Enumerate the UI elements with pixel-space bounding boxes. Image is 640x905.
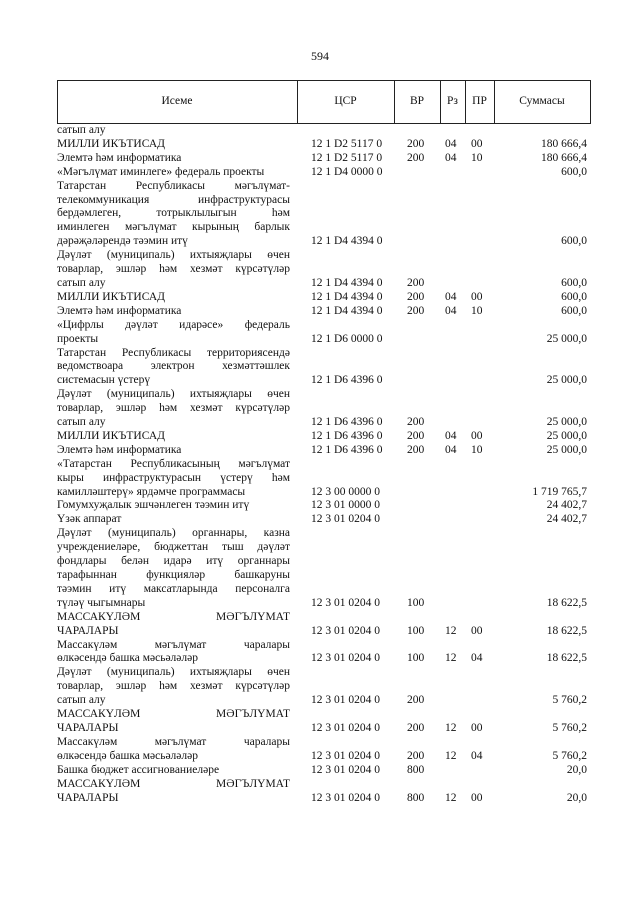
row-name-line: ЧАРАЛАРЫ [57,721,119,734]
row-csr: 12 3 01 0204 0 [311,694,380,707]
row-name-line: кыры инфраструктурасын үстерү һәм [57,471,290,484]
row-vr: 200 [407,749,425,762]
row-name-line: Үзәк аппарат [57,513,122,526]
row-sum: 25 000,0 [546,332,587,345]
table-row [57,527,591,610]
row-name-line: сатып алу [57,694,106,707]
row-name-line: камилләштерү» ярдәмче программасы [57,485,246,498]
row-rz: 04 [445,443,457,456]
table-header [57,80,591,124]
row-vr: 200 [407,443,425,456]
row-name-line: Массакүләм мәгълүмат чаралары [57,735,290,748]
row-vr: 200 [407,151,425,164]
row-name-line: Элемтә һәм информатика [57,443,182,456]
row-name-line: «Цифрлы дәүләт идарәсе» федераль [57,318,290,331]
row-sum: 25 000,0 [546,416,587,429]
table-row [57,764,591,778]
row-csr: 12 1 D4 4394 0 [311,276,383,289]
table-row [57,736,591,764]
table-row [57,611,591,639]
row-name-line: тәэмин итү максатларында персоналга [57,582,290,595]
row-name-line: учреждениеләре, бюджеттан тыш дәүләт [57,541,290,554]
row-pr: 00 [471,290,483,303]
row-sum: 20,0 [566,791,587,804]
page-number: 594 [311,49,329,63]
row-pr: 10 [471,151,483,164]
row-pr: 00 [471,624,483,637]
row-name-line: дәрәҗәләрендә тәэмин итү [57,235,188,248]
row-name-line: иминлеген мәгълүмат кырының барлык [57,221,290,234]
row-csr: 12 1 D2 5117 0 [311,151,383,164]
row-pr: 00 [471,429,483,442]
row-name-line: МИЛЛИ ИКЪТИСАД [57,137,165,150]
table-row [57,778,591,806]
row-name-line: өлкәсендә башка мәсьәләләр [57,652,198,665]
table-body [57,124,591,805]
row-pr: 10 [471,443,483,456]
row-vr: 200 [407,721,425,734]
row-rz: 04 [445,429,457,442]
row-sum: 600,0 [561,276,587,289]
table-row [57,347,591,389]
table-row [57,249,591,291]
row-name-line: МИЛЛИ ИКЪТИСАД [57,290,165,303]
row-name-line: фондлары белән идарә итү органнары [57,555,290,568]
row-name-line: Элемтә һәм информатика [57,304,182,317]
row-csr: 12 1 D6 4396 0 [311,443,383,456]
row-vr: 200 [407,276,425,289]
row-csr: 12 3 01 0204 0 [311,749,380,762]
row-name-line: МАССАКҮЛӘМ МӘГЪЛҮМАТ [57,708,290,721]
row-sum: 25 000,0 [546,443,587,456]
row-csr: 12 3 01 0204 0 [311,652,380,665]
row-name-line: сатып алу [57,276,106,289]
row-rz: 12 [445,652,457,665]
row-name-line: түләү чыгымнары [57,596,146,609]
row-name-line: Гомумхуҗалык эшчәнлеген тәэмин итү [57,499,250,512]
row-csr: 12 1 D4 0000 0 [311,165,383,178]
row-sum: 20,0 [566,763,587,776]
row-name-line: МАССАКҮЛӘМ МӘГЪЛҮМАТ [57,610,290,623]
row-sum: 18 622,5 [546,652,587,665]
row-name-line: МАССАКҮЛӘМ МӘГЪЛҮМАТ [57,777,290,790]
row-name-line: «Татарстан Республикасының мәгълүмат [57,457,290,470]
row-sum: 180 666,4 [541,137,587,150]
row-name-line: ЧАРАЛАРЫ [57,624,119,637]
row-name-line: товарлар, эшләр һәм хезмәт күрсәтүләр [57,680,290,693]
row-sum: 600,0 [561,304,587,317]
table-row [57,152,591,166]
row-sum: 180 666,4 [541,151,587,164]
header-vr: ВР [409,95,425,107]
table-row [57,291,591,305]
row-sum: 5 760,2 [552,749,587,762]
row-vr: 200 [407,429,425,442]
header-sum: Суммасы [519,95,565,107]
row-name-line: «Мәгълүмат иминлеге» федераль проекты [57,165,265,178]
row-name-line: телекоммуникация инфраструктурасы [57,193,290,206]
table-row [57,180,591,250]
row-rz: 04 [445,137,457,150]
row-vr: 200 [407,694,425,707]
header-rz: Рз [447,95,458,107]
row-csr: 12 3 01 0204 0 [311,513,380,526]
row-sum: 24 402,7 [546,513,587,526]
row-name-line: сатып алу [57,416,106,429]
header-pr: ПР [472,95,487,107]
row-name-line: МИЛЛИ ИКЪТИСАД [57,429,165,442]
row-name-line: Татарстан Республикасы территориясендә [57,346,290,359]
row-pr: 10 [471,304,483,317]
row-csr: 12 3 01 0204 0 [311,791,380,804]
row-csr: 12 1 D4 4394 0 [311,235,383,248]
row-pr: 04 [471,652,483,665]
table-row [57,124,591,138]
row-name-line: Дәүләт (муниципаль) ихтыяҗлары өчен [57,388,290,401]
row-pr: 00 [471,137,483,150]
row-name-line: өлкәсендә башка мәсьәләләр [57,749,198,762]
row-rz: 04 [445,290,457,303]
row-sum: 600,0 [561,290,587,303]
row-rz: 04 [445,151,457,164]
row-rz: 04 [445,304,457,317]
table-row [57,513,591,527]
row-vr: 200 [407,137,425,150]
row-vr: 200 [407,304,425,317]
row-sum: 5 760,2 [552,721,587,734]
row-csr: 12 3 01 0204 0 [311,624,380,637]
row-name-line: Дәүләт (муниципаль) ихтыяҗлары өчен [57,249,290,262]
row-csr: 12 1 D6 4396 0 [311,416,383,429]
row-name-line: ЧАРАЛАРЫ [57,791,119,804]
row-rz: 12 [445,624,457,637]
row-name-line: Дәүләт (муниципаль) органнары, казна [57,527,290,540]
row-csr: 12 3 01 0204 0 [311,721,380,734]
row-name-line: ведомствоара электрон хезмәттәшлек [57,360,290,373]
row-csr: 12 3 01 0000 0 [311,499,380,512]
row-name-line: сатып алу [57,124,106,136]
table-row [57,319,591,347]
row-csr: 12 3 01 0204 0 [311,763,380,776]
row-name-line: системасын үстерү [57,374,151,387]
row-rz: 12 [445,791,457,804]
table-row [57,305,591,319]
table-row [57,458,591,500]
row-csr: 12 1 D6 0000 0 [311,332,383,345]
table-row [57,430,591,444]
header-csr: ЦСР [334,95,357,107]
table-row [57,166,591,180]
row-vr: 200 [407,290,425,303]
table-row [57,666,591,708]
table-row [57,639,591,667]
header-name: Исеме [161,95,193,107]
table-row [57,138,591,152]
row-csr: 12 3 00 0000 0 [311,485,380,498]
row-sum: 25 000,0 [546,374,587,387]
row-csr: 12 1 D2 5117 0 [311,137,383,150]
row-csr: 12 1 D4 4394 0 [311,304,383,317]
row-name-line: Татарстан Республикасы мәгълүмат- [57,179,290,192]
table-row [57,444,591,458]
row-sum: 5 760,2 [552,694,587,707]
row-vr: 100 [407,596,425,609]
row-vr: 200 [407,416,425,429]
row-sum: 18 622,5 [546,624,587,637]
row-csr: 12 1 D4 4394 0 [311,290,383,303]
row-sum: 24 402,7 [546,499,587,512]
row-name-line: тарафыннан функцияләр башкаруны [57,569,290,581]
row-csr: 12 1 D6 4396 0 [311,374,383,387]
row-vr: 800 [407,791,425,804]
row-sum: 1 719 765,7 [532,485,587,498]
row-name-line: проекты [57,332,99,345]
row-name-line: Элемтә һәм информатика [57,151,182,164]
row-name-line: товарлар, эшләр һәм хезмәт күрсәтүләр [57,263,290,276]
table-row [57,499,591,513]
row-pr: 00 [471,791,483,804]
row-csr: 12 3 01 0204 0 [311,596,380,609]
row-vr: 800 [407,763,425,776]
row-rz: 12 [445,721,457,734]
row-name-line: бердәмлеген, тотрыклылыгын һәм [57,207,290,220]
row-vr: 100 [407,652,425,665]
row-sum: 600,0 [561,235,587,248]
row-csr: 12 1 D6 4396 0 [311,429,383,442]
table-row [57,708,591,736]
row-vr: 100 [407,624,425,637]
row-pr: 00 [471,721,483,734]
row-sum: 25 000,0 [546,429,587,442]
row-name-line: Массакүләм мәгълүмат чаралары [57,638,290,651]
row-pr: 04 [471,749,483,762]
row-name-line: Башка бюджет ассигнованиеләре [57,763,220,776]
table-row [57,388,591,430]
row-sum: 600,0 [561,165,587,178]
row-name-line: Дәүләт (муниципаль) ихтыяҗлары өчен [57,666,290,679]
row-sum: 18 622,5 [546,596,587,609]
row-name-line: товарлар, эшләр һәм хезмәт күрсәтүләр [57,402,290,415]
row-rz: 12 [445,749,457,762]
